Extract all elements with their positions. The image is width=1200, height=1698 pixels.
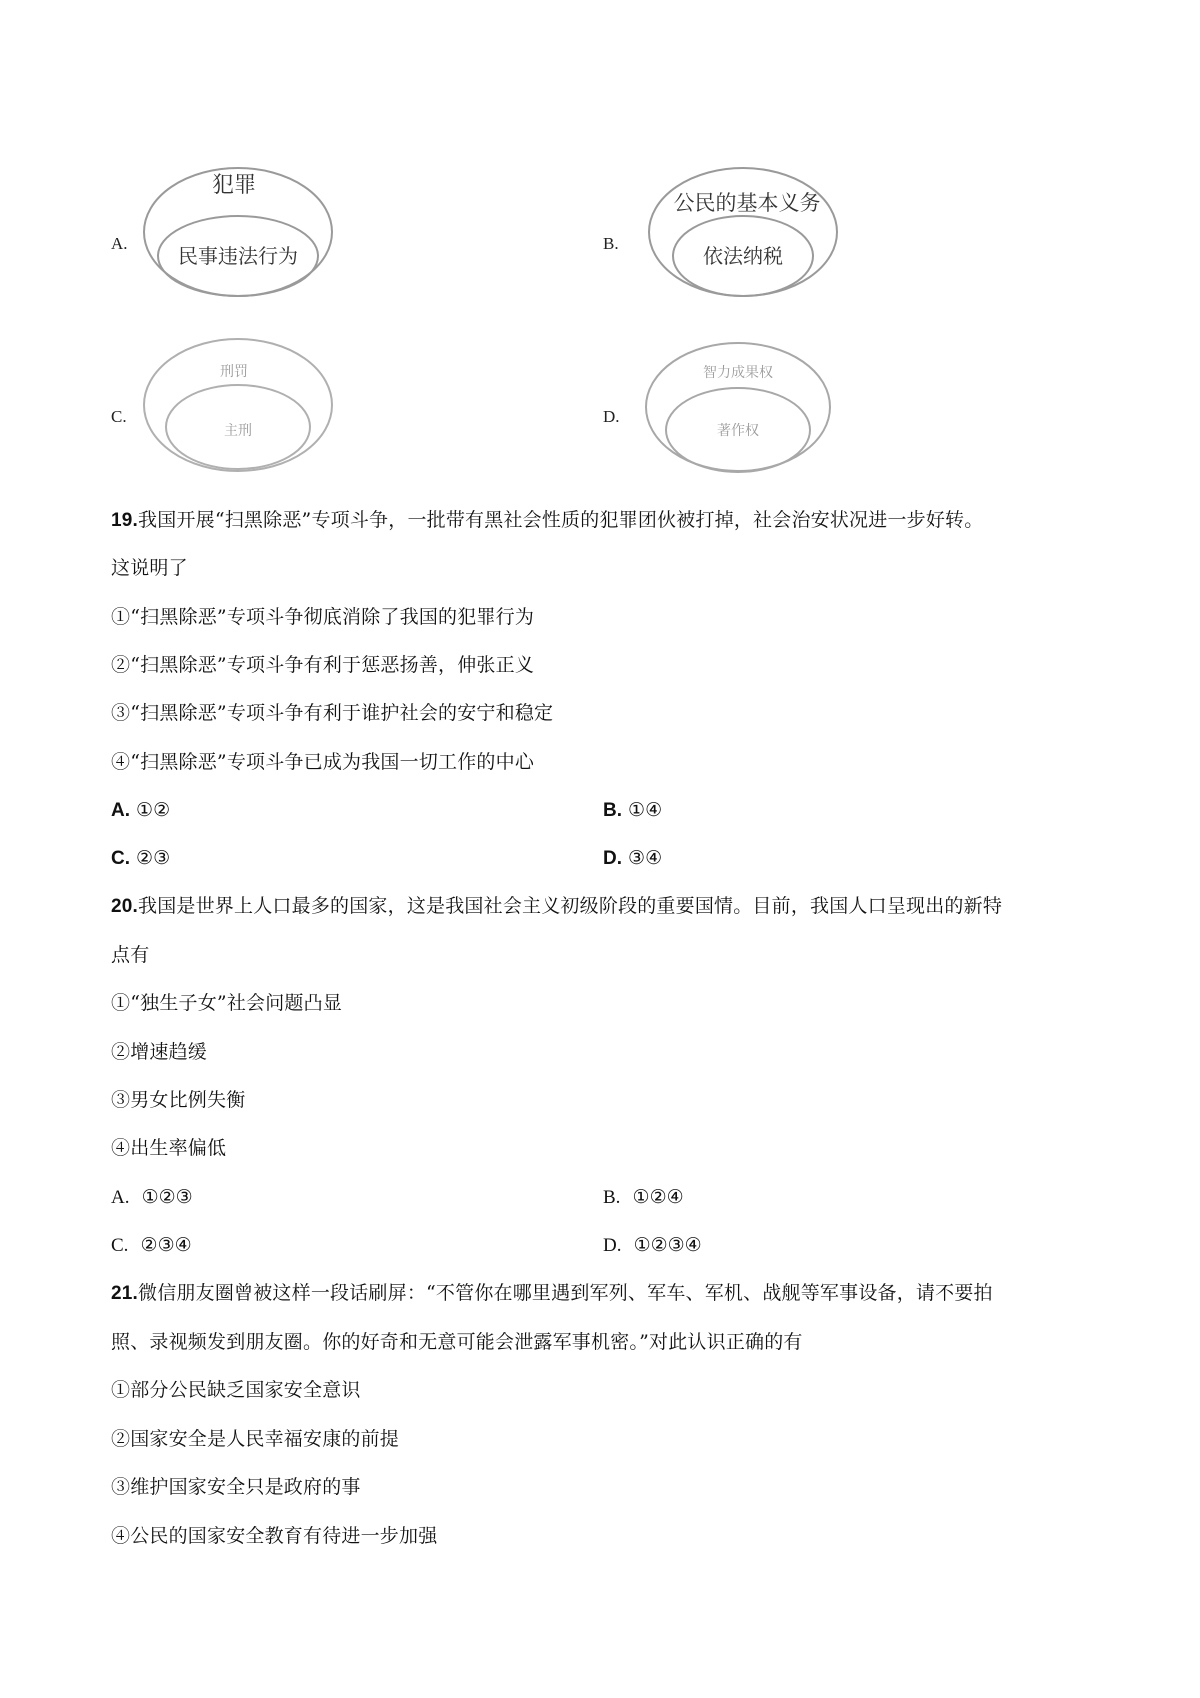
q19-choice-b[interactable]: B. ①④ xyxy=(603,799,663,821)
q20-item-1: ①“独生子女”社会问题凸显 xyxy=(111,992,343,1014)
q20-choice-a[interactable]: A. ①②③ xyxy=(111,1186,193,1208)
option-d-diagram xyxy=(638,335,838,475)
q20-stem-text: 我国是世界上人口最多的国家，这是我国社会主义初级阶段的重要国情。目前，我国人口呈现出的新特 xyxy=(138,895,1003,917)
inner-label: 民事违法行为 xyxy=(178,244,298,268)
q21-item-2: ②国家安全是人民幸福安康的前提 xyxy=(111,1428,400,1450)
q20-item-3: ③男女比例失衡 xyxy=(111,1089,246,1111)
q21-item-3: ③维护国家安全只是政府的事 xyxy=(111,1476,361,1498)
q20-choice-d[interactable]: D. ①②③④ xyxy=(603,1234,702,1256)
option-b-diagram xyxy=(643,160,843,300)
option-c-diagram xyxy=(138,335,338,475)
q19-choice-c[interactable]: C. ②③ xyxy=(111,847,171,869)
inner-label: 主刑 xyxy=(224,423,252,439)
inner-label: 著作权 xyxy=(717,423,759,439)
q19-choice-d[interactable]: D. ③④ xyxy=(603,847,663,869)
q19-number: 19. xyxy=(111,510,139,531)
option-b-letter: B. xyxy=(603,234,619,253)
option-a-letter: A. xyxy=(111,234,128,253)
q21-stem-text: 微信朋友圈曾被这样一段话刷屏：“不管你在哪里遇到军列、军车、军机、战舰等军事设备，请不要拍 xyxy=(138,1282,993,1304)
q21-item-4: ④公民的国家安全教育有待进一步加强 xyxy=(111,1525,438,1547)
q20-stem-line2: 点有 xyxy=(111,944,150,966)
q19-item-3: ③“扫黑除恶”专项斗争有利于谁护社会的安宁和稳定 xyxy=(111,702,554,724)
q19-stem-text: 我国开展“扫黑除恶”专项斗争，一批带有黑社会性质的犯罪团伙被打掉，社会治安状况进一步好转。 xyxy=(138,509,984,531)
outer-label: 刑罚 xyxy=(220,364,248,380)
q21-item-1: ①部分公民缺乏国家安全意识 xyxy=(111,1379,361,1401)
q21-stem-line2: 照、录视频发到朋友圈。你的好奇和无意可能会泄露军事机密。”对此认识正确的有 xyxy=(111,1331,803,1353)
q20-choice-b[interactable]: B. ①②④ xyxy=(603,1186,684,1208)
outer-label: 公民的基本义务 xyxy=(673,191,821,215)
outer-ellipse xyxy=(646,343,830,471)
q20-item-4: ④出生率偏低 xyxy=(111,1137,227,1159)
outer-ellipse xyxy=(144,339,332,471)
q19-stem-line2: 这说明了 xyxy=(111,557,188,579)
q20-choice-c[interactable]: C. ②③④ xyxy=(111,1234,192,1256)
option-a-diagram xyxy=(138,160,338,300)
q19-choice-a[interactable]: A. ①② xyxy=(111,799,171,821)
option-c-letter: C. xyxy=(111,407,127,426)
outer-ellipse xyxy=(649,168,837,296)
outer-label: 智力成果权 xyxy=(703,365,773,381)
inner-label: 依法纳税 xyxy=(703,244,783,268)
q21-number: 21. xyxy=(111,1283,139,1304)
q20-stem-line1 xyxy=(111,894,1002,919)
q20-item-2: ②增速趋缓 xyxy=(111,1041,208,1063)
q19-stem-line1 xyxy=(111,508,983,533)
q19-item-2: ②“扫黑除恶”专项斗争有利于惩恶扬善，伸张正义 xyxy=(111,654,535,676)
option-d-letter: D. xyxy=(603,407,620,426)
q19-item-4: ④“扫黑除恶”专项斗争已成为我国一切工作的中心 xyxy=(111,751,535,773)
q20-number: 20. xyxy=(111,896,139,917)
q21-stem-line1 xyxy=(111,1281,993,1306)
q19-item-1: ①“扫黑除恶”专项斗争彻底消除了我国的犯罪行为 xyxy=(111,606,535,628)
outer-label: 犯罪 xyxy=(211,173,257,198)
